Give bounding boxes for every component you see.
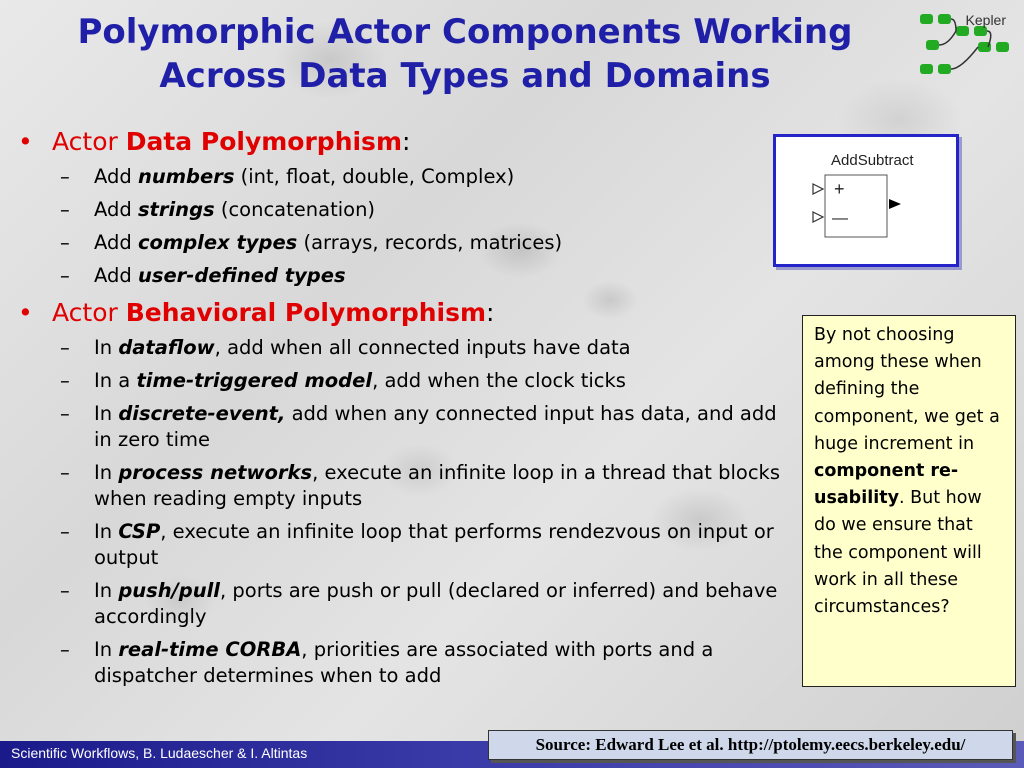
item-emphasis: process networks xyxy=(118,461,313,484)
minus-label: — xyxy=(832,210,848,227)
item-emphasis: numbers xyxy=(137,165,235,188)
item-text: (int, float, double, Complex) xyxy=(234,165,515,188)
actor-diagram xyxy=(776,137,956,264)
sub-item xyxy=(18,637,793,689)
title-line-2: Across Data Types and Domains xyxy=(159,56,771,96)
bullet-prefix: Actor xyxy=(52,298,126,327)
item-text: , execute an infinite loop in a thread that blocks when reading empty inputs xyxy=(94,461,780,510)
item-text: In xyxy=(94,336,119,359)
item-emphasis: user-defined types xyxy=(137,264,346,287)
dash-marker: – xyxy=(60,369,70,392)
dash-marker: – xyxy=(60,520,70,543)
sub-item xyxy=(18,164,793,190)
sub-item xyxy=(18,578,793,630)
slide-body xyxy=(18,126,793,696)
sub-item xyxy=(18,460,793,512)
title-line-1: Polymorphic Actor Components Working xyxy=(77,12,853,52)
footer-text: Scientific Workflows, B. Ludaescher & I. Altintas xyxy=(11,745,308,761)
bullet-data-polymorphism xyxy=(18,126,793,158)
input-port-minus-icon xyxy=(813,212,823,222)
addsubtract-actor-figure xyxy=(773,134,959,267)
dash-marker: – xyxy=(60,231,70,254)
callout-bold: component re-usability xyxy=(814,461,959,509)
dash-marker: – xyxy=(60,461,70,484)
item-text: (concatenation) xyxy=(214,198,376,221)
callout-text: By not choosing among these when defining the component, we get a huge increment in xyxy=(814,325,1000,454)
kepler-logo xyxy=(916,6,1018,78)
actor-name: AddSubtract xyxy=(831,152,914,169)
bullet-behavioral-polymorphism xyxy=(18,297,793,329)
bullet-highlight: Behavioral Polymorphism xyxy=(125,298,487,327)
bullet-highlight: Data Polymorphism xyxy=(125,127,402,156)
bullet-colon: : xyxy=(486,298,495,327)
item-text: In a xyxy=(94,369,137,392)
bullet-prefix: Actor xyxy=(52,127,126,156)
item-text: Add xyxy=(94,264,138,287)
dash-marker: – xyxy=(60,638,70,661)
sub-item xyxy=(18,519,793,571)
item-text: Add xyxy=(94,198,138,221)
dash-marker: – xyxy=(60,402,70,425)
item-text: , ports are push or pull (declared or inferred) and behave accordingly xyxy=(94,579,778,628)
item-text: , priorities are associated with ports and a dispatcher determines when to add xyxy=(94,638,714,687)
item-text: In xyxy=(94,638,119,661)
item-text: In xyxy=(94,520,119,543)
item-emphasis: real-time CORBA xyxy=(118,638,302,661)
item-text: In xyxy=(94,579,119,602)
item-emphasis: CSP xyxy=(118,520,161,543)
sub-item xyxy=(18,401,793,453)
output-port-icon xyxy=(889,199,901,209)
item-emphasis: discrete-event, xyxy=(118,402,286,425)
sub-item xyxy=(18,197,793,223)
item-emphasis: time-triggered model xyxy=(136,369,373,392)
item-text: In xyxy=(94,461,119,484)
bullet-colon: : xyxy=(402,127,411,156)
sub-item xyxy=(18,335,793,361)
item-text: Add xyxy=(94,165,138,188)
item-text: In xyxy=(94,402,119,425)
item-emphasis: dataflow xyxy=(118,336,215,359)
item-emphasis: complex types xyxy=(137,231,298,254)
item-text: , execute an infinite loop that performs rendezvous on input or output xyxy=(94,520,774,569)
input-port-plus-icon xyxy=(813,184,823,194)
sub-item xyxy=(18,368,793,394)
dash-marker: – xyxy=(60,264,70,287)
callout-text-end: . But how do we ensure that the component will work in all these circumstances? xyxy=(814,488,982,618)
plus-label: + xyxy=(834,179,845,199)
item-text: add when any connected input has data, and add in zero time xyxy=(94,402,777,451)
source-citation: Source: Edward Lee et al. http://ptolemy.eecs.berkeley.edu/ xyxy=(488,730,1013,760)
item-text: Add xyxy=(94,231,138,254)
slide-title xyxy=(40,10,890,98)
dash-marker: – xyxy=(60,198,70,221)
item-text: , add when the clock ticks xyxy=(372,369,626,392)
item-text: (arrays, records, matrices) xyxy=(297,231,563,254)
dash-marker: – xyxy=(60,165,70,188)
dash-marker: – xyxy=(60,336,70,359)
reusability-callout xyxy=(802,315,1016,687)
logo-text: Kepler xyxy=(965,12,1006,28)
item-text: , add when all connected inputs have data xyxy=(214,336,631,359)
item-emphasis: push/pull xyxy=(118,579,220,602)
dash-marker: – xyxy=(60,579,70,602)
bullet-marker: • xyxy=(18,298,33,327)
bullet-marker: • xyxy=(18,127,33,156)
sub-item xyxy=(18,263,793,289)
item-emphasis: strings xyxy=(137,198,215,221)
sub-item xyxy=(18,230,793,256)
